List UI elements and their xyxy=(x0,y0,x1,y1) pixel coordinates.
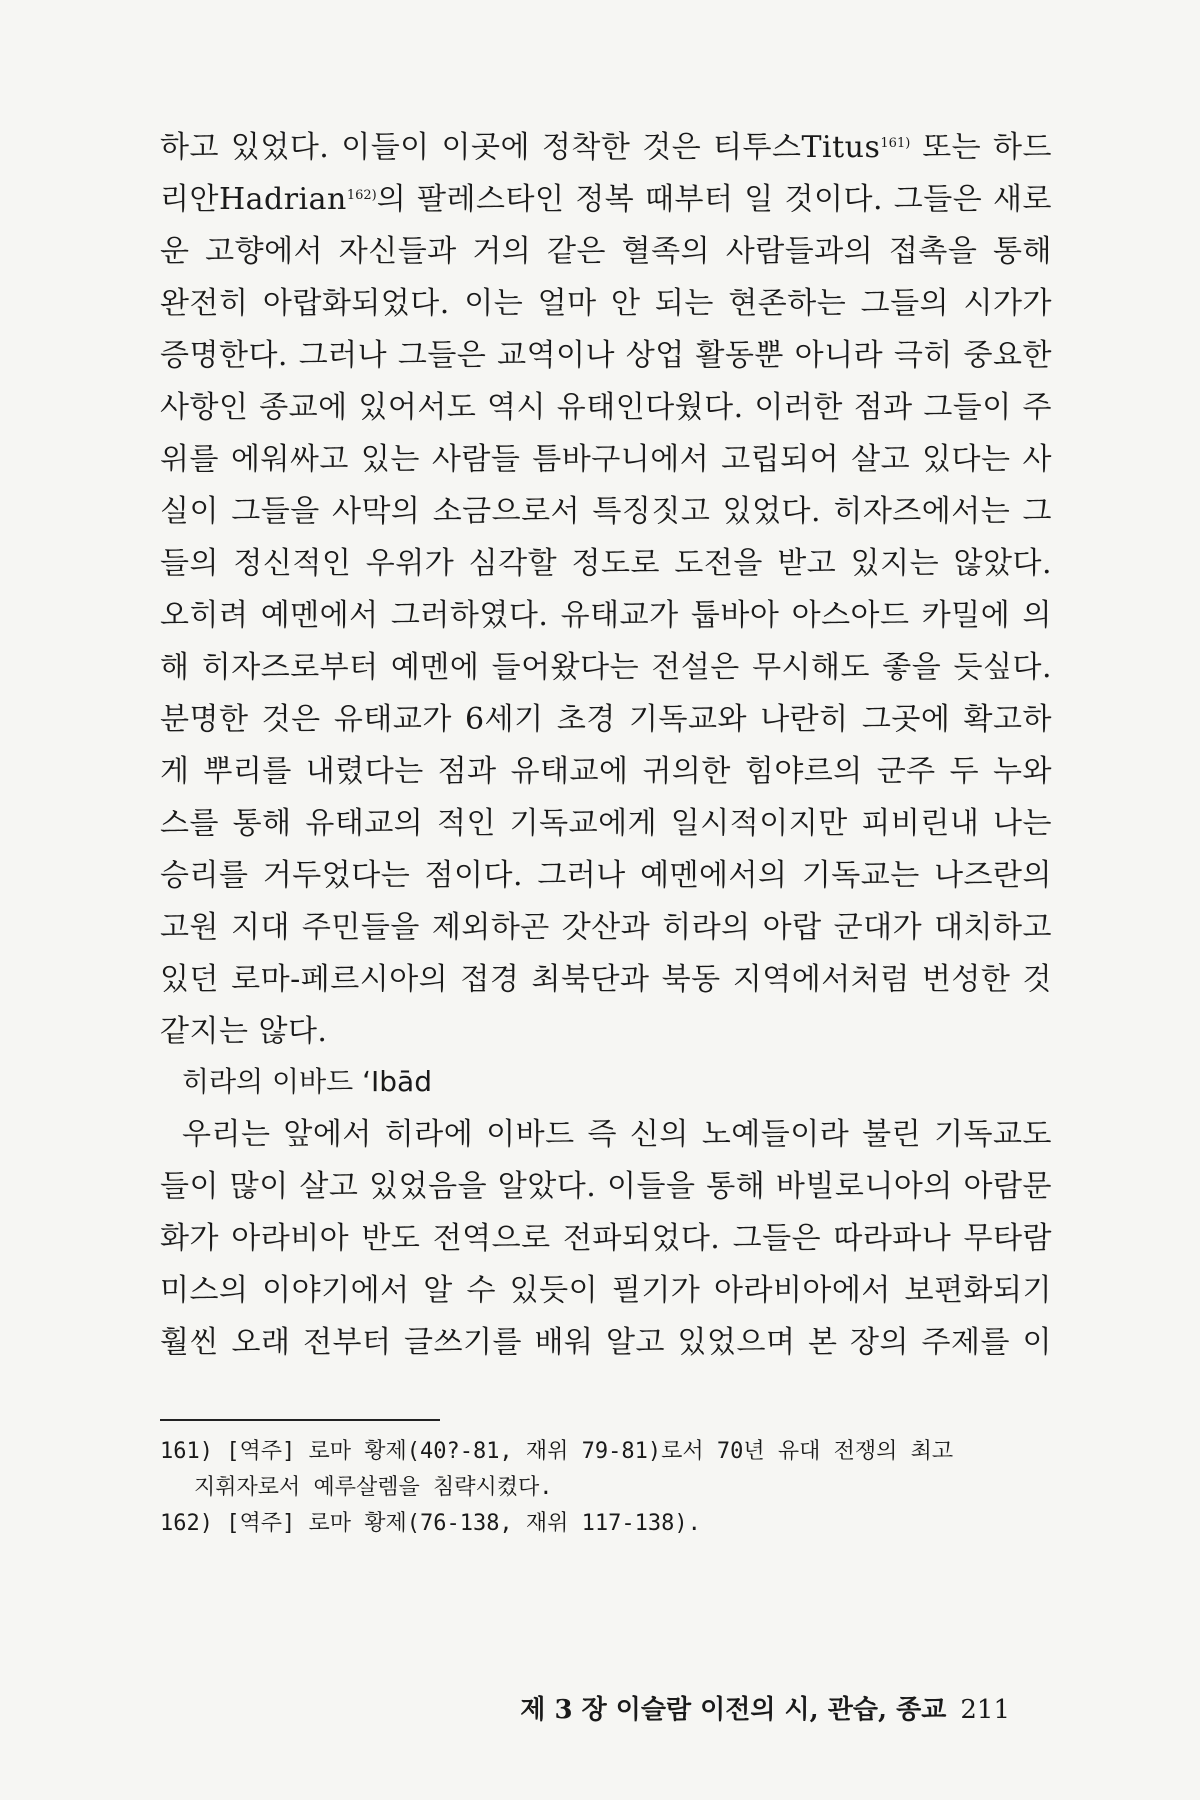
body-line-10: 오히려 예멘에서 그러하였다. 유태교가 툽바아 아스아드 카밀에 의 xyxy=(160,598,1052,633)
body-line-5: 증명한다. 그러나 그들은 교역이나 상업 활동뿐 아니라 극히 중요한 xyxy=(160,338,1052,373)
footnote-ref-162[interactable]: 162) xyxy=(346,188,377,203)
section-line-4: 미스의 이야기에서 알 수 있듯이 필기가 아라비아에서 보편화되기 xyxy=(160,1273,1052,1308)
body-line-12: 분명한 것은 유태교가 6세기 초경 기독교와 나란히 그곳에 확고하 xyxy=(160,702,1052,737)
body-line-2: 리안Hadrian$^{162)}$의 팔레스타인 정복 때부터 일 것이다. 그들은 새로 xyxy=(160,182,1052,217)
body-line-7: 위를 에워싸고 있는 사람들 틈바구니에서 고립되어 살고 있다는 사 xyxy=(160,442,1052,477)
section-line-2: 들이 많이 살고 있었음을 알았다. 이들을 통해 바빌로니아의 아람문 xyxy=(160,1169,1052,1204)
section-line-3: 화가 아라비아 반도 전역으로 전파되었다. 그들은 따라파나 무타람 xyxy=(160,1221,1052,1256)
chapter-title: 제 3 장 이슬람 이전의 시, 관습, 종교 xyxy=(520,1695,947,1725)
footnote-162: 162) [역주] 로마 황제(76-138, 재위 117-138). xyxy=(160,1511,701,1536)
body-line-18: 같지는 않다. xyxy=(160,1014,328,1049)
body-line-13: 게 뿌리를 내렸다는 점과 유태교에 귀의한 힘야르의 군주 두 누와 xyxy=(160,754,1052,789)
body-line-16: 고원 지대 주민들을 제외하곤 갓산과 히라의 아랍 군대가 대치하고 xyxy=(160,910,1052,945)
body-line-17: 있던 로마-페르시아의 접경 최북단과 북동 지역에서처럼 번성한 것 xyxy=(160,962,1052,997)
footnote-161: 161) [역주] 로마 황제(40?-81, 재위 79-81)로서 70년 유대 전쟁의 최고 xyxy=(160,1439,954,1464)
footnote-161-continued: 지휘자로서 예루살렘을 침략시켰다. xyxy=(194,1475,553,1500)
body-line-3: 운 고향에서 자신들과 거의 같은 혈족의 사람들과의 접촉을 통해 xyxy=(160,234,1052,269)
running-footer xyxy=(520,1690,1010,1730)
body-line-4: 완전히 아랍화되었다. 이는 얼마 안 되는 현존하는 그들의 시가가 xyxy=(160,286,1052,321)
section-heading: 히라의 이바드 ʻIbād xyxy=(182,1065,432,1098)
body-line-6: 사항인 종교에 있어서도 역시 유태인다웠다. 이러한 점과 그들이 주 xyxy=(160,390,1052,425)
body-line-15: 승리를 거두었다는 점이다. 그러나 예멘에서의 기독교는 나즈란의 xyxy=(160,858,1052,893)
body-line-1: 하고 있었다. 이들이 이곳에 정착한 것은 티투스Titus$^{161)}$ 또는 하드 xyxy=(160,130,1053,165)
body-line-9: 들의 정신적인 우위가 심각할 정도로 도전을 받고 있지는 않았다. xyxy=(160,546,1052,581)
footnote-ref-161[interactable]: 161) xyxy=(880,136,911,151)
body-line-14: 스를 통해 유태교의 적인 기독교에게 일시적이지만 피비린내 나는 xyxy=(160,806,1052,841)
section-line-5: 훨씬 오래 전부터 글쓰기를 배워 알고 있었으며 본 장의 주제를 이 xyxy=(160,1325,1052,1360)
body-line-11: 해 히자즈로부터 예멘에 들어왔다는 전설은 무시해도 좋을 듯싶다. xyxy=(160,650,1052,685)
page-number: 211 xyxy=(960,1695,1010,1725)
footnote-separator xyxy=(160,1419,440,1421)
body-line-8: 실이 그들을 사막의 소금으로서 특징짓고 있었다. 히자즈에서는 그 xyxy=(160,494,1052,529)
section-line-1: 우리는 앞에서 히라에 이바드 즉 신의 노예들이라 불린 기독교도 xyxy=(182,1117,1052,1152)
